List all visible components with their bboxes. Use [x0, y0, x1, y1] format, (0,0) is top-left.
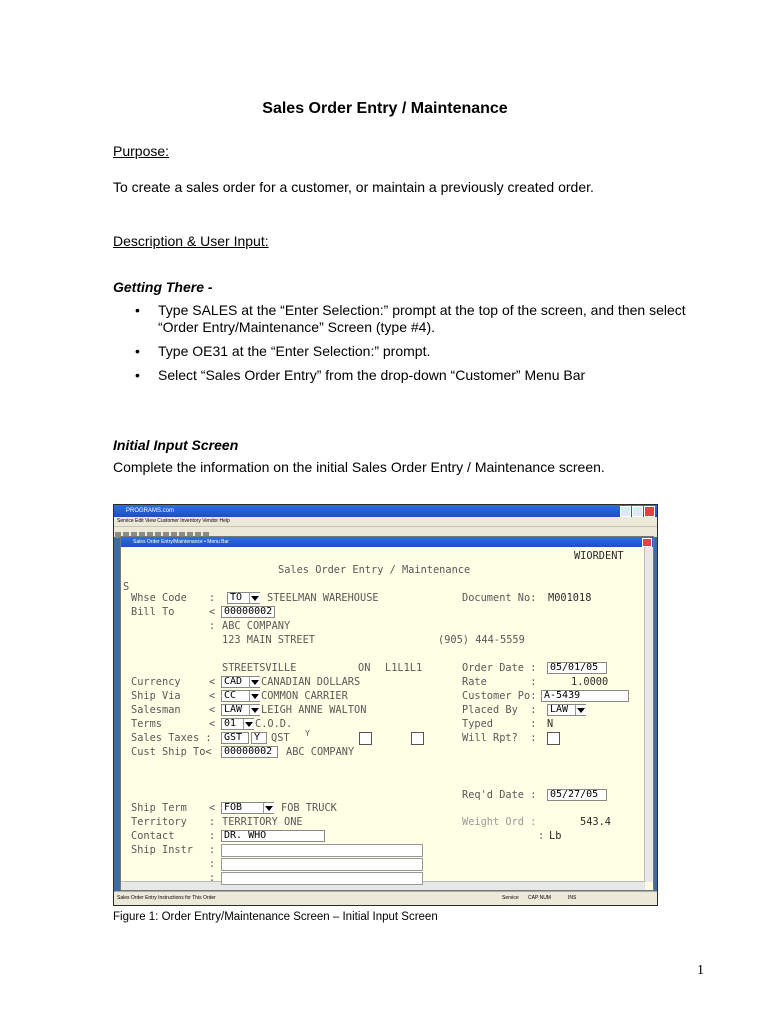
- weight-value: 543.4: [580, 816, 611, 828]
- purpose-text: To create a sales order for a customer, or maintain a previously created order.: [113, 179, 594, 195]
- minimize-icon[interactable]: [620, 506, 631, 517]
- form-heading: Sales Order Entry / Maintenance: [278, 564, 471, 576]
- bill-to-input[interactable]: 00000002: [221, 606, 275, 618]
- vertical-scrollbar[interactable]: [644, 547, 653, 882]
- ship-instr-line-1[interactable]: [221, 844, 423, 857]
- colon: :: [209, 592, 216, 604]
- ship-via-input[interactable]: CC: [221, 690, 260, 702]
- gst-flag-input[interactable]: Y: [251, 732, 267, 744]
- instruction-list: [113, 302, 693, 391]
- salesman-label: Salesman: [131, 704, 181, 716]
- app-title-bar: [114, 505, 657, 517]
- tax-checkbox[interactable]: [359, 732, 372, 745]
- colon: :: [209, 858, 216, 870]
- cust-ship-name: ABC COMPANY: [286, 746, 355, 758]
- ship-instr-label: Ship Instr: [131, 844, 193, 856]
- description-heading: Description & User Input:: [113, 233, 269, 249]
- form-close-icon[interactable]: [642, 538, 652, 547]
- currency-label: Currency: [131, 676, 181, 688]
- typed-value: N: [547, 718, 554, 730]
- order-date-input[interactable]: 05/01/05: [547, 662, 607, 674]
- initial-screen-heading: Initial Input Screen: [113, 437, 239, 453]
- chevron-down-icon[interactable]: [575, 705, 586, 715]
- status-keys: CAP NUM: [528, 895, 551, 901]
- gst-input[interactable]: GST: [221, 732, 249, 744]
- cust-ship-to-label: Cust Ship To<: [131, 746, 212, 758]
- screenshot-window: [113, 504, 658, 906]
- qst-flag: Y: [305, 729, 310, 738]
- form-title-bar: Sales Order Entry/Maintenance • Menu Bar: [121, 537, 653, 547]
- getting-there-heading: Getting There -: [113, 279, 213, 295]
- terms-input[interactable]: 01: [221, 718, 254, 730]
- order-date-label: Order Date :: [462, 662, 537, 674]
- menu-bar[interactable]: Service Edit View Customer Inventory Vendor Help: [114, 517, 657, 526]
- lt-sign: <: [209, 606, 216, 618]
- program-id: WIORDENT: [574, 550, 624, 562]
- salesman-input[interactable]: LAW: [221, 704, 260, 716]
- colon: :: [209, 816, 216, 828]
- customer-po-input[interactable]: A-5439: [541, 690, 629, 702]
- ship-term-input[interactable]: FOB: [221, 802, 274, 814]
- placed-by-input[interactable]: LAW: [547, 704, 586, 716]
- lt-sign: <: [209, 676, 216, 688]
- status-service: Service: [502, 895, 519, 901]
- chevron-down-icon[interactable]: [249, 691, 260, 701]
- weight-unit: Lb: [549, 830, 562, 842]
- qst-label: QST: [271, 732, 290, 744]
- currency-input[interactable]: CAD: [221, 676, 260, 688]
- ship-term-name: FOB TRUCK: [281, 802, 337, 814]
- status-ins: INS: [568, 895, 577, 901]
- territory-value: TERRITORY ONE: [222, 816, 303, 828]
- cust-ship-to-input[interactable]: 00000002: [221, 746, 278, 758]
- lt-sign: <: [209, 802, 216, 814]
- whse-code-input[interactable]: TO: [227, 592, 260, 604]
- tax-checkbox[interactable]: [411, 732, 424, 745]
- colon: :: [538, 830, 545, 842]
- chevron-down-icon[interactable]: [249, 593, 260, 603]
- salesman-name: LEIGH ANNE WALTON: [261, 704, 367, 716]
- customer-po-label: Customer Po:: [462, 690, 537, 702]
- bill-to-label: Bill To: [131, 606, 175, 618]
- status-text: Sales Order Entry Instructions for This Order: [117, 895, 216, 901]
- chevron-down-icon[interactable]: [249, 705, 260, 715]
- reqd-date-input[interactable]: 05/27/05: [547, 789, 607, 801]
- lt-sign: <: [209, 718, 216, 730]
- terms-name: C.O.D.: [255, 718, 293, 730]
- lt-sign: <: [209, 690, 216, 702]
- chevron-down-icon[interactable]: [243, 719, 254, 729]
- ship-via-label: Ship Via: [131, 690, 181, 702]
- whse-name: STEELMAN WAREHOUSE: [267, 592, 379, 604]
- phone-number: (905) 444-5559: [438, 634, 525, 646]
- rate-label: Rate :: [462, 676, 537, 688]
- colon: :: [209, 620, 216, 632]
- order-entry-form: [120, 536, 654, 891]
- ship-instr-line-2[interactable]: [221, 858, 423, 871]
- contact-input[interactable]: DR. WHO: [221, 830, 325, 842]
- sales-taxes-label: Sales Taxes :: [131, 732, 212, 744]
- list-item: • Type SALES at the “Enter Selection:” prompt at the top of the screen, and then select “Order Entry/Maintenance” Screen (type #4).: [113, 302, 693, 336]
- province: ON: [358, 662, 371, 674]
- status-bar: [114, 891, 657, 905]
- rate-value: 1.0000: [571, 676, 609, 688]
- figure-caption: Figure 1: Order Entry/Maintenance Screen – Initial Input Screen: [113, 911, 438, 923]
- side-letter: S: [123, 581, 130, 593]
- territory-label: Territory: [131, 816, 187, 828]
- placed-by-label: Placed By :: [462, 704, 537, 716]
- app-title: PROGRAMS.com: [126, 508, 175, 514]
- lt-sign: <: [209, 704, 216, 716]
- address-line-1: ABC COMPANY: [222, 620, 291, 632]
- ship-term-label: Ship Term: [131, 802, 187, 814]
- city: STREETSVILLE: [222, 662, 297, 674]
- document-no-value: M001018: [548, 592, 592, 604]
- contact-label: Contact: [131, 830, 175, 842]
- chevron-down-icon[interactable]: [249, 677, 260, 687]
- colon: :: [209, 844, 216, 856]
- maximize-icon[interactable]: [632, 506, 643, 517]
- colon: :: [209, 830, 216, 842]
- list-item: • Type OE31 at the “Enter Selection:” prompt.: [113, 343, 693, 360]
- document-no-label: Document No:: [462, 592, 537, 604]
- will-rpt-checkbox[interactable]: [547, 732, 560, 745]
- currency-name: CANADIAN DOLLARS: [261, 676, 361, 688]
- typed-label: Typed :: [462, 718, 537, 730]
- weight-ord-label: Weight Ord :: [462, 816, 537, 828]
- initial-screen-text: Complete the information on the initial Sales Order Entry / Maintenance screen.: [113, 459, 605, 475]
- ship-instr-line-3[interactable]: [221, 872, 423, 885]
- postal-code: L1L1L1: [385, 662, 423, 674]
- list-item: • Select “Sales Order Entry” from the drop-down “Customer” Menu Bar: [113, 367, 693, 384]
- colon: :: [209, 872, 216, 884]
- chevron-down-icon[interactable]: [263, 803, 274, 813]
- page-number: 1: [697, 963, 704, 978]
- ship-via-name: COMMON CARRIER: [261, 690, 348, 702]
- close-icon[interactable]: [644, 506, 655, 517]
- terms-label: Terms: [131, 718, 162, 730]
- address-line-2: 123 MAIN STREET: [222, 634, 315, 646]
- will-rpt-label: Will Rpt? :: [462, 732, 537, 744]
- document-title: Sales Order Entry / Maintenance: [262, 100, 508, 117]
- purpose-heading: Purpose:: [113, 143, 170, 159]
- reqd-date-label: Req'd Date :: [462, 789, 537, 801]
- whse-code-label: Whse Code: [131, 592, 187, 604]
